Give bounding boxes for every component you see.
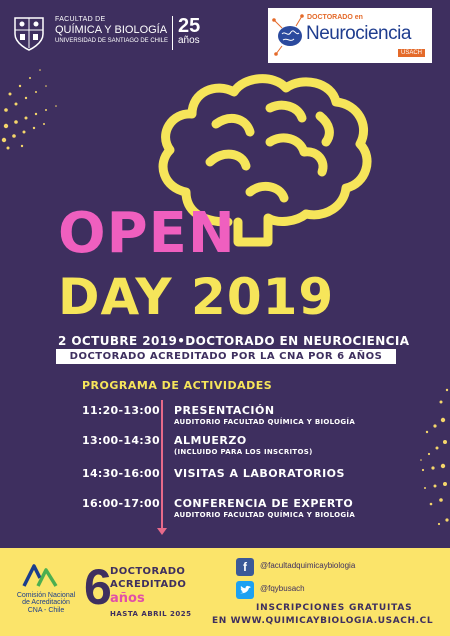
registration-url[interactable]: EN WWW.QUIMICAYBIOLOGIA.USACH.CL: [212, 616, 434, 626]
badge-line2: ACREDITADO: [110, 578, 187, 590]
program-logo-line1: DOCTORADO en: [307, 14, 363, 21]
day-heading: DAY 2019: [58, 268, 335, 326]
program-logo-line2: Neurociencia: [306, 23, 411, 44]
cna-line2: de Acreditación: [22, 599, 70, 607]
anniversary-badge: [178, 16, 200, 46]
facebook-handle: @facultadquimicaybiologia: [260, 561, 356, 570]
open-heading: OPEN: [58, 201, 236, 266]
program-item-time: 14:30-16:00: [82, 467, 160, 480]
timeline-line: [161, 400, 163, 530]
program-item-sub: (INCLUIDO PARA LOS INSCRITOS): [174, 448, 313, 456]
timeline-arrow-icon: [157, 528, 167, 535]
program-item-time: 11:20-13:00: [82, 404, 160, 417]
anniversary-word: años: [178, 35, 200, 46]
cna-line3: CNA - Chile: [27, 606, 65, 614]
program-brain-icon: [272, 14, 306, 58]
faculty-name: [55, 16, 168, 44]
anniversary-number: 25: [178, 15, 201, 37]
program-heading: PROGRAMA DE ACTIVIDADES: [82, 379, 273, 392]
twitter-handle: @fqybusach: [260, 584, 305, 593]
event-date-line: 2 OCTUBRE 2019•DOCTORADO EN NEUROCIENCIA: [58, 334, 410, 348]
program-item-title: VISITAS A LABORATORIOS: [174, 467, 345, 480]
university-crest-icon: [12, 14, 46, 52]
program-item-title: PRESENTACIÓN: [174, 404, 275, 417]
program-item-sub: AUDITORIO FACULTAD QUÍMICA Y BIOLOGÍA: [174, 418, 356, 426]
program-item-time: 16:00-17:00: [82, 497, 160, 510]
cna-logo-icon: [20, 562, 60, 588]
faculty-line1: FACULTAD DE: [55, 16, 106, 23]
accreditation-badge-text: [110, 566, 186, 591]
header-divider: [172, 16, 173, 50]
program-logo-line3: USACH: [398, 49, 425, 57]
program-item-time: 13:00-14:30: [82, 434, 160, 447]
facebook-icon: f: [236, 558, 254, 576]
decorative-dots-left: [0, 60, 110, 150]
badge-until: HASTA ABRIL 2025: [110, 610, 192, 618]
accreditation-years-number: 6: [84, 559, 112, 615]
badge-line1: DOCTORADO: [110, 566, 186, 577]
twitter-icon: [236, 581, 254, 599]
program-item-title: ALMUERZO: [174, 434, 247, 447]
faculty-line2: QUÍMICA Y BIOLOGÍA: [55, 24, 168, 36]
registration-line1: INSCRIPCIONES GRATUITAS: [256, 603, 413, 613]
cna-label: [6, 592, 86, 614]
cna-line1: Comisión Nacional: [16, 592, 76, 599]
badge-years-word: años: [110, 591, 145, 606]
decorative-dots-right: [395, 380, 450, 530]
program-item-title: CONFERENCIA DE EXPERTO: [174, 497, 354, 510]
accreditation-banner: DOCTORADO ACREDITADO POR LA CNA POR 6 AÑOS: [56, 349, 396, 364]
program-item-sub: AUDITORIO FACULTAD QUÍMICA Y BIOLOGÍA: [174, 511, 356, 519]
faculty-line3: UNIVERSIDAD DE SANTIAGO DE CHILE: [55, 38, 169, 44]
